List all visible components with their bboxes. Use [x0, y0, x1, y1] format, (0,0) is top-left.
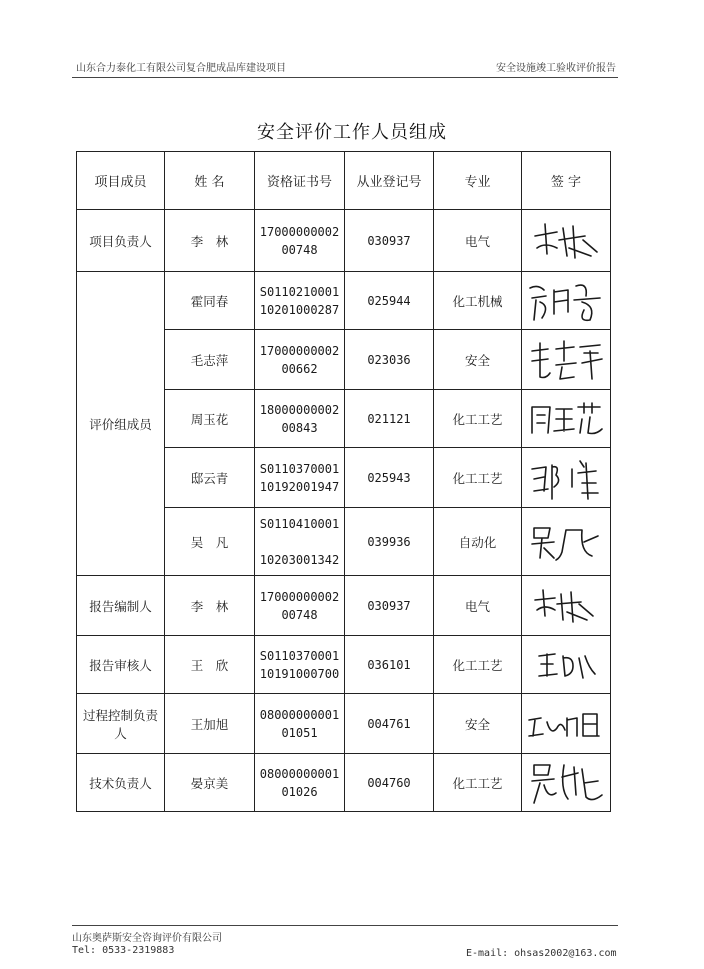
cell-name: 王 欣: [165, 636, 255, 694]
cell-name: 晏京美: [165, 754, 255, 812]
cell-cert: 18000000002 00843: [255, 390, 345, 448]
signature-mao-zhiping: [522, 330, 611, 390]
header-divider: [72, 77, 618, 78]
cell-cert: 08000000001 01026: [255, 754, 345, 812]
cell-role: 报告编制人: [77, 576, 165, 636]
signature-zhou-yuhua: [522, 390, 611, 448]
cell-role: 过程控制负责人: [77, 694, 165, 754]
cell-major: 化工工艺: [434, 754, 522, 812]
cell-major: 化工机械: [434, 272, 522, 330]
table-row: [77, 694, 611, 754]
cell-name: 毛志萍: [165, 330, 255, 390]
signature-wang-xin: [522, 636, 611, 694]
cell-cert: 17000000002 00748: [255, 576, 345, 636]
cell-name: 周玉花: [165, 390, 255, 448]
signature-wu-fan: [522, 508, 611, 576]
cell-cert: S0110210001 10201000287: [255, 272, 345, 330]
cell-major: 电气: [434, 210, 522, 272]
cell-name: 李 林: [165, 576, 255, 636]
cell-reg: 004760: [345, 754, 434, 812]
cell-reg: 023036: [345, 330, 434, 390]
cell-reg: 004761: [345, 694, 434, 754]
cell-major: 化工工艺: [434, 390, 522, 448]
footer-tel: Tel: 0533-2319883: [72, 945, 175, 956]
cell-reg: 025944: [345, 272, 434, 330]
cell-role: 报告审核人: [77, 636, 165, 694]
cell-cert: 17000000002 00748: [255, 210, 345, 272]
signature-li-lin-2: [522, 576, 611, 636]
cell-reg: 021121: [345, 390, 434, 448]
header-project-name: 山东合力泰化工有限公司复合肥成品库建设项目: [76, 63, 286, 74]
cell-reg: 039936: [345, 508, 434, 576]
cell-name: 李 林: [165, 210, 255, 272]
cell-reg: 025943: [345, 448, 434, 508]
signature-wang-jiaxu: [522, 694, 611, 754]
cell-major: 安全: [434, 330, 522, 390]
table-row: [77, 272, 611, 330]
table-row: [77, 576, 611, 636]
cell-reg: 030937: [345, 210, 434, 272]
cell-major: 电气: [434, 576, 522, 636]
cell-reg: 030937: [345, 576, 434, 636]
cell-name: 邸云青: [165, 448, 255, 508]
col-header-major: 专业: [434, 152, 522, 210]
table-row: [77, 754, 611, 812]
staff-table: [76, 151, 611, 812]
cell-major: 安全: [434, 694, 522, 754]
cell-major: 化工工艺: [434, 448, 522, 508]
cell-cert: S0110370001 10191000700: [255, 636, 345, 694]
signature-li-lin: [522, 210, 611, 272]
cell-name: 吴 凡: [165, 508, 255, 576]
cell-name: 霍同春: [165, 272, 255, 330]
cell-major: 自动化: [434, 508, 522, 576]
page-title: 安全评价工作人员组成: [257, 122, 447, 143]
cell-role: 项目负责人: [77, 210, 165, 272]
signature-di-yunqing: [522, 448, 611, 508]
table-row: [77, 636, 611, 694]
cell-role: 技术负责人: [77, 754, 165, 812]
cell-cert: S0110410001 10203001342: [255, 508, 345, 576]
signature-yan-jingmei: [522, 754, 611, 812]
col-header-signature: 签 字: [522, 152, 611, 210]
footer-company: 山东奥萨斯安全咨询评价有限公司: [72, 933, 222, 944]
cell-cert: 17000000002 00662: [255, 330, 345, 390]
header-report-type: 安全设施竣工验收评价报告: [496, 63, 616, 74]
footer-email: E-mail: ohsas2002@163.com: [466, 948, 617, 959]
footer-divider: [72, 925, 618, 926]
cell-name: 王加旭: [165, 694, 255, 754]
signature-huo-tongchun: [522, 272, 611, 330]
cell-role: 评价组成员: [77, 272, 165, 576]
col-header-name: 姓 名: [165, 152, 255, 210]
table-row: [77, 210, 611, 272]
table-header-row: [77, 152, 611, 210]
col-header-cert: 资格证书号: [255, 152, 345, 210]
cell-major: 化工工艺: [434, 636, 522, 694]
cell-cert: S0110370001 10192001947: [255, 448, 345, 508]
cell-cert: 08000000001 01051: [255, 694, 345, 754]
cell-reg: 036101: [345, 636, 434, 694]
col-header-reg: 从业登记号: [345, 152, 434, 210]
col-header-role: 项目成员: [77, 152, 165, 210]
